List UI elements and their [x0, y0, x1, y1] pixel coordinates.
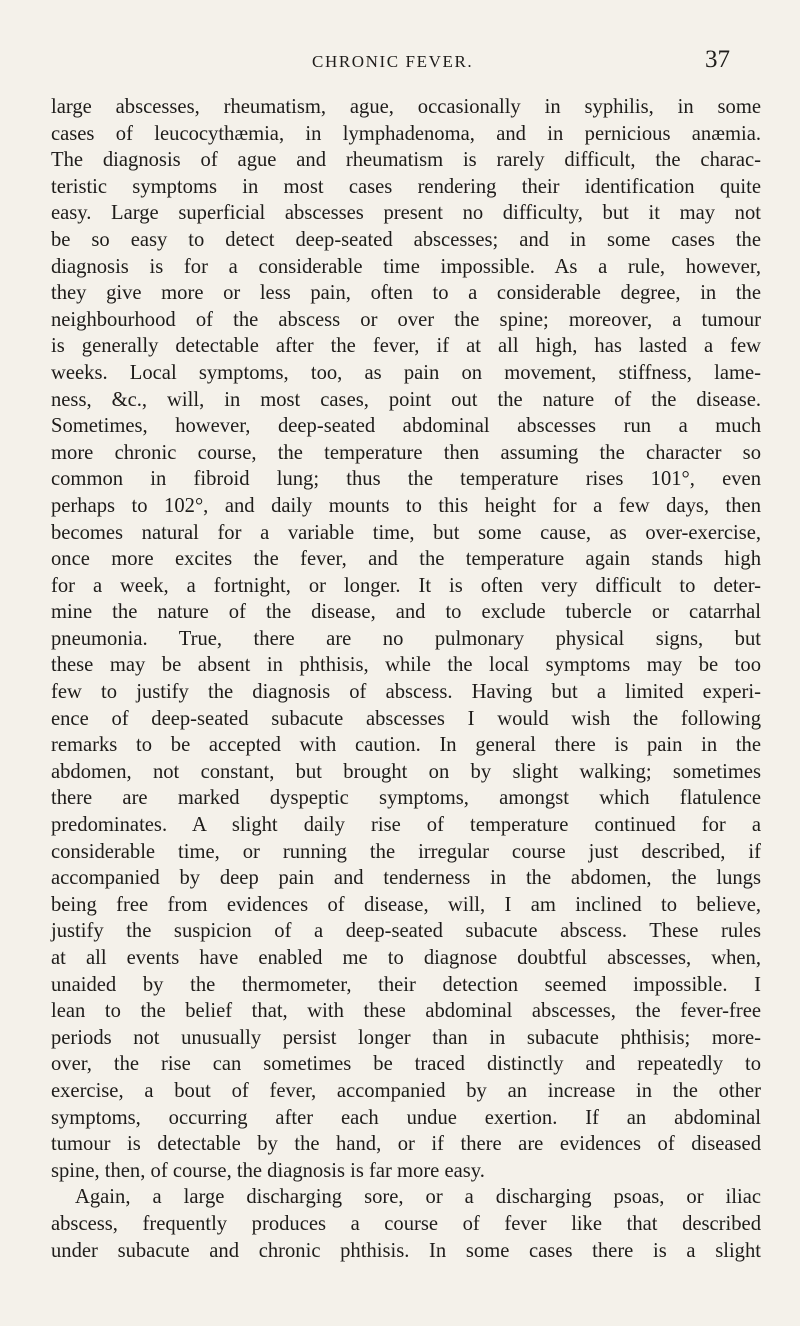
text-line: perhaps to 102°, and daily mounts to this height for a few days, then — [51, 494, 761, 517]
text-line: there are marked dyspeptic symptoms, amongst which flatulence — [51, 787, 761, 810]
text-line: neighbourhood of the abscess or over the spine; moreover, a tumour — [51, 308, 761, 331]
text-line: diagnosis is for a considerable time impossible. As a rule, however, — [51, 255, 761, 278]
text-line: being free from evidences of disease, will, I am inclined to believe, — [51, 893, 761, 916]
paragraph-end-line: spine, then, of course, the diagnosis is far more easy. — [51, 1159, 485, 1182]
text-line: tumour is detectable by the hand, or if there are evidences of diseased — [51, 1133, 761, 1156]
text-line: ence of deep-seated subacute abscesses I would wish the following — [51, 707, 761, 730]
text-line: justify the suspicion of a deep-seated subacute abscess. These rules — [51, 920, 761, 943]
text-line: over, the rise can sometimes be traced distinctly and repeatedly to — [51, 1053, 761, 1076]
text-line: ness, &c., will, in most cases, point out the nature of the disease. — [51, 388, 761, 411]
text-line: be so easy to detect deep-seated abscesses; and in some cases the — [51, 228, 761, 251]
text-line: symptoms, occurring after each undue exertion. If an abdominal — [51, 1106, 761, 1129]
text-line: is generally detectable after the fever, if at all high, has lasted a few — [51, 335, 761, 358]
text-line: unaided by the thermometer, their detection seemed impossible. I — [51, 973, 761, 996]
text-line: considerable time, or running the irregular course just described, if — [51, 840, 761, 863]
text-line: lean to the belief that, with these abdominal abscesses, the fever-free — [51, 1000, 761, 1023]
text-line: few to justify the diagnosis of abscess. Having but a limited experi- — [51, 681, 761, 704]
text-line: large abscesses, rheumatism, ague, occasionally in syphilis, in some — [51, 96, 761, 118]
text-line: pneumonia. True, there are no pulmonary physical signs, but — [51, 627, 761, 650]
text-line: once more excites the fever, and the temperature again stands high — [51, 548, 761, 571]
text-line: remarks to be accepted with caution. In general there is pain in the — [51, 734, 761, 757]
text-line: easy. Large superficial abscesses present no difficulty, but it may not — [51, 202, 761, 225]
text-line: teristic symptoms in most cases rendering their identification quite — [51, 175, 761, 198]
text-line: The diagnosis of ague and rheumatism is rarely difficult, the charac- — [51, 149, 761, 172]
text-line: mine the nature of the disease, and to exclude tubercle or catarrhal — [51, 601, 761, 624]
text-line: these may be absent in phthisis, while the local symptoms may be too — [51, 654, 761, 677]
text-line: exercise, a bout of fever, accompanied by an increase in the other — [51, 1079, 761, 1102]
text-line: accompanied by deep pain and tenderness in the abdomen, the lungs — [51, 867, 761, 890]
text-line: they give more or less pain, often to a considerable degree, in the — [51, 282, 761, 305]
text-line: abscess, frequently produces a course of fever like that described — [51, 1212, 761, 1235]
text-line: abdomen, not constant, but brought on by slight walking; sometimes — [51, 760, 761, 783]
running-header — [0, 46, 800, 86]
running-title: CHRONIC FEVER. — [312, 52, 474, 71]
body-text — [51, 94, 761, 1264]
text-line: for a week, a fortnight, or longer. It is often very difficult to deter- — [51, 574, 761, 597]
text-line: more chronic course, the temperature then assuming the character so — [51, 441, 761, 464]
text-line: periods not unusually persist longer than in subacute phthisis; more- — [51, 1026, 761, 1049]
text-line: under subacute and chronic phthisis. In some cases there is a slight — [51, 1239, 761, 1262]
page-number: 37 — [705, 46, 730, 73]
text-line: Sometimes, however, deep-seated abdominal abscesses run a much — [51, 415, 761, 438]
text-line: cases of leucocythæmia, in lymphadenoma, and in pernicious anæmia. — [51, 122, 761, 145]
text-line: becomes natural for a variable time, but some cause, as over-exercise, — [51, 521, 761, 544]
text-line: common in fibroid lung; thus the temperature rises 101°, even — [51, 468, 761, 491]
text-line: weeks. Local symptoms, too, as pain on movement, stiffness, lame- — [51, 361, 761, 384]
text-line: at all events have enabled me to diagnose doubtful abscesses, when, — [51, 947, 761, 969]
text-line: predominates. A slight daily rise of temperature continued for a — [51, 814, 761, 837]
paragraph-start-line: Again, a large discharging sore, or a discharging psoas, or iliac — [75, 1186, 761, 1209]
